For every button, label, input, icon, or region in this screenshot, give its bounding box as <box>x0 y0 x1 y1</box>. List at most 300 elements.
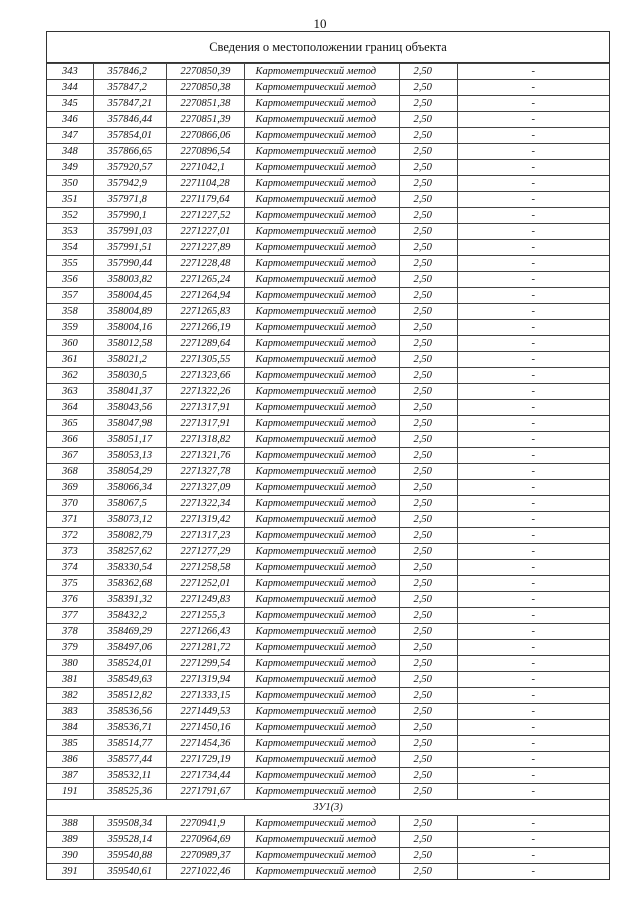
table-row <box>47 320 609 336</box>
point-number-cell: 386 <box>47 752 93 768</box>
coord-y-cell: 2271322,26 <box>166 384 244 400</box>
coord-x-cell: 358532,11 <box>93 768 166 784</box>
table-row <box>47 96 609 112</box>
precision-cell: 2,50 <box>399 336 457 352</box>
precision-cell: 2,50 <box>399 688 457 704</box>
description-cell: - <box>457 448 609 464</box>
point-number-cell: 391 <box>47 864 93 880</box>
coord-y-cell: 2271319,94 <box>166 672 244 688</box>
method-cell: Картометрический метод <box>244 256 399 272</box>
coord-y-cell: 2271317,91 <box>166 400 244 416</box>
method-cell: Картометрический метод <box>244 608 399 624</box>
table-row <box>47 640 609 656</box>
precision-cell: 2,50 <box>399 864 457 880</box>
precision-cell: 2,50 <box>399 160 457 176</box>
point-number-cell: 350 <box>47 176 93 192</box>
method-cell: Картометрический метод <box>244 592 399 608</box>
precision-cell: 2,50 <box>399 64 457 80</box>
precision-cell: 2,50 <box>399 256 457 272</box>
precision-cell: 2,50 <box>399 240 457 256</box>
coord-x-cell: 358003,82 <box>93 272 166 288</box>
description-cell: - <box>457 96 609 112</box>
method-cell: Картометрический метод <box>244 448 399 464</box>
method-cell: Картометрический метод <box>244 816 399 832</box>
precision-cell: 2,50 <box>399 432 457 448</box>
coord-x-cell: 358391,32 <box>93 592 166 608</box>
precision-cell: 2,50 <box>399 112 457 128</box>
table-row <box>47 544 609 560</box>
description-cell: - <box>457 384 609 400</box>
table-row <box>47 496 609 512</box>
description-cell: - <box>457 176 609 192</box>
table-row <box>47 464 609 480</box>
coord-x-cell: 357866,65 <box>93 144 166 160</box>
method-cell: Картометрический метод <box>244 208 399 224</box>
table-row <box>47 752 609 768</box>
description-cell: - <box>457 544 609 560</box>
coord-x-cell: 358082,79 <box>93 528 166 544</box>
point-number-cell: 348 <box>47 144 93 160</box>
description-cell: - <box>457 496 609 512</box>
table-row <box>47 432 609 448</box>
coord-x-cell: 357990,44 <box>93 256 166 272</box>
precision-cell: 2,50 <box>399 368 457 384</box>
coord-x-cell: 358004,45 <box>93 288 166 304</box>
description-cell: - <box>457 480 609 496</box>
table-row <box>47 528 609 544</box>
coord-y-cell: 2271266,19 <box>166 320 244 336</box>
coord-x-cell: 357942,9 <box>93 176 166 192</box>
table-row <box>47 208 609 224</box>
coord-y-cell: 2271042,1 <box>166 160 244 176</box>
precision-cell: 2,50 <box>399 848 457 864</box>
description-cell: - <box>457 352 609 368</box>
coord-y-cell: 2271317,91 <box>166 416 244 432</box>
point-number-cell: 191 <box>47 784 93 800</box>
method-cell: Картометрический метод <box>244 336 399 352</box>
description-cell: - <box>457 304 609 320</box>
section-label: ЗУ1(3) <box>47 800 609 816</box>
point-number-cell: 370 <box>47 496 93 512</box>
table-row <box>47 352 609 368</box>
point-number-cell: 361 <box>47 352 93 368</box>
point-number-cell: 343 <box>47 64 93 80</box>
coord-x-cell: 358043,56 <box>93 400 166 416</box>
coord-y-cell: 2270941,9 <box>166 816 244 832</box>
coord-x-cell: 358469,29 <box>93 624 166 640</box>
point-number-cell: 353 <box>47 224 93 240</box>
method-cell: Картометрический метод <box>244 544 399 560</box>
coord-y-cell: 2271265,24 <box>166 272 244 288</box>
coord-x-cell: 357846,44 <box>93 112 166 128</box>
precision-cell: 2,50 <box>399 224 457 240</box>
method-cell: Картометрический метод <box>244 720 399 736</box>
coord-x-cell: 357847,2 <box>93 80 166 96</box>
point-number-cell: 387 <box>47 768 93 784</box>
coord-y-cell: 2270850,38 <box>166 80 244 96</box>
point-number-cell: 388 <box>47 816 93 832</box>
point-number-cell: 372 <box>47 528 93 544</box>
method-cell: Картометрический метод <box>244 496 399 512</box>
table-row <box>47 848 609 864</box>
coord-x-cell: 358004,89 <box>93 304 166 320</box>
table-row <box>47 416 609 432</box>
coord-x-cell: 359540,61 <box>93 864 166 880</box>
precision-cell: 2,50 <box>399 560 457 576</box>
table-row <box>47 224 609 240</box>
coord-y-cell: 2271299,54 <box>166 656 244 672</box>
coord-y-cell: 2271255,3 <box>166 608 244 624</box>
description-cell: - <box>457 192 609 208</box>
description-cell: - <box>457 832 609 848</box>
precision-cell: 2,50 <box>399 512 457 528</box>
coord-y-cell: 2271318,82 <box>166 432 244 448</box>
point-number-cell: 380 <box>47 656 93 672</box>
description-cell: - <box>457 592 609 608</box>
table-row <box>47 560 609 576</box>
point-number-cell: 363 <box>47 384 93 400</box>
precision-cell: 2,50 <box>399 784 457 800</box>
description-cell: - <box>457 272 609 288</box>
coord-x-cell: 358066,34 <box>93 480 166 496</box>
table-row <box>47 608 609 624</box>
point-number-cell: 345 <box>47 96 93 112</box>
table-row <box>47 272 609 288</box>
coord-x-cell: 358021,2 <box>93 352 166 368</box>
coord-x-cell: 358073,12 <box>93 512 166 528</box>
coord-x-cell: 358525,36 <box>93 784 166 800</box>
precision-cell: 2,50 <box>399 736 457 752</box>
coord-x-cell: 358432,2 <box>93 608 166 624</box>
coordinates-table <box>47 63 609 879</box>
precision-cell: 2,50 <box>399 320 457 336</box>
coord-x-cell: 357971,8 <box>93 192 166 208</box>
method-cell: Картометрический метод <box>244 528 399 544</box>
point-number-cell: 389 <box>47 832 93 848</box>
table-row <box>47 112 609 128</box>
point-number-cell: 366 <box>47 432 93 448</box>
table-row <box>47 512 609 528</box>
method-cell: Картометрический метод <box>244 752 399 768</box>
point-number-cell: 352 <box>47 208 93 224</box>
point-number-cell: 383 <box>47 704 93 720</box>
table-row <box>47 384 609 400</box>
description-cell: - <box>457 128 609 144</box>
precision-cell: 2,50 <box>399 192 457 208</box>
coord-y-cell: 2270896,54 <box>166 144 244 160</box>
description-cell: - <box>457 576 609 592</box>
method-cell: Картометрический метод <box>244 288 399 304</box>
precision-cell: 2,50 <box>399 544 457 560</box>
point-number-cell: 351 <box>47 192 93 208</box>
method-cell: Картометрический метод <box>244 112 399 128</box>
precision-cell: 2,50 <box>399 176 457 192</box>
coord-y-cell: 2271791,67 <box>166 784 244 800</box>
coord-y-cell: 2271327,78 <box>166 464 244 480</box>
coord-y-cell: 2271289,64 <box>166 336 244 352</box>
point-number-cell: 385 <box>47 736 93 752</box>
table-row <box>47 480 609 496</box>
method-cell: Картометрический метод <box>244 512 399 528</box>
coord-x-cell: 357854,01 <box>93 128 166 144</box>
method-cell: Картометрический метод <box>244 464 399 480</box>
coord-x-cell: 358536,56 <box>93 704 166 720</box>
method-cell: Картометрический метод <box>244 784 399 800</box>
method-cell: Картометрический метод <box>244 128 399 144</box>
method-cell: Картометрический метод <box>244 144 399 160</box>
table-row <box>47 768 609 784</box>
precision-cell: 2,50 <box>399 768 457 784</box>
point-number-cell: 378 <box>47 624 93 640</box>
precision-cell: 2,50 <box>399 592 457 608</box>
coord-x-cell: 359540,88 <box>93 848 166 864</box>
point-number-cell: 384 <box>47 720 93 736</box>
coord-y-cell: 2271227,52 <box>166 208 244 224</box>
table-row <box>47 80 609 96</box>
method-cell: Картометрический метод <box>244 384 399 400</box>
table-row <box>47 688 609 704</box>
method-cell: Картометрический метод <box>244 704 399 720</box>
description-cell: - <box>457 608 609 624</box>
description-cell: - <box>457 256 609 272</box>
table-row <box>47 704 609 720</box>
method-cell: Картометрический метод <box>244 832 399 848</box>
precision-cell: 2,50 <box>399 128 457 144</box>
method-cell: Картометрический метод <box>244 432 399 448</box>
coord-y-cell: 2271454,36 <box>166 736 244 752</box>
point-number-cell: 354 <box>47 240 93 256</box>
description-cell: - <box>457 64 609 80</box>
description-cell: - <box>457 864 609 880</box>
coord-y-cell: 2270964,69 <box>166 832 244 848</box>
description-cell: - <box>457 240 609 256</box>
table-row <box>47 144 609 160</box>
method-cell: Картометрический метод <box>244 768 399 784</box>
precision-cell: 2,50 <box>399 496 457 512</box>
coord-y-cell: 2271227,89 <box>166 240 244 256</box>
description-cell: - <box>457 784 609 800</box>
method-cell: Картометрический метод <box>244 736 399 752</box>
precision-cell: 2,50 <box>399 720 457 736</box>
precision-cell: 2,50 <box>399 704 457 720</box>
description-cell: - <box>457 464 609 480</box>
table-row <box>47 400 609 416</box>
precision-cell: 2,50 <box>399 352 457 368</box>
table-row <box>47 192 609 208</box>
point-number-cell: 358 <box>47 304 93 320</box>
description-cell: - <box>457 656 609 672</box>
description-cell: - <box>457 736 609 752</box>
description-cell: - <box>457 672 609 688</box>
method-cell: Картометрический метод <box>244 672 399 688</box>
coord-x-cell: 358577,44 <box>93 752 166 768</box>
precision-cell: 2,50 <box>399 816 457 832</box>
sheet-title: Сведения о местоположении границ объекта <box>47 32 609 63</box>
coord-y-cell: 2271277,29 <box>166 544 244 560</box>
coord-x-cell: 357991,51 <box>93 240 166 256</box>
table-row <box>47 304 609 320</box>
point-number-cell: 357 <box>47 288 93 304</box>
method-cell: Картометрический метод <box>244 640 399 656</box>
point-number-cell: 365 <box>47 416 93 432</box>
point-number-cell: 368 <box>47 464 93 480</box>
coord-y-cell: 2270851,39 <box>166 112 244 128</box>
coordinates-table-body <box>47 64 609 880</box>
description-cell: - <box>457 336 609 352</box>
point-number-cell: 356 <box>47 272 93 288</box>
table-row <box>47 656 609 672</box>
point-number-cell: 367 <box>47 448 93 464</box>
coord-x-cell: 359508,34 <box>93 816 166 832</box>
point-number-cell: 377 <box>47 608 93 624</box>
point-number-cell: 390 <box>47 848 93 864</box>
method-cell: Картометрический метод <box>244 304 399 320</box>
coord-x-cell: 358330,54 <box>93 560 166 576</box>
coord-y-cell: 2270866,06 <box>166 128 244 144</box>
coord-y-cell: 2271449,53 <box>166 704 244 720</box>
description-cell: - <box>457 528 609 544</box>
description-cell: - <box>457 640 609 656</box>
method-cell: Картометрический метод <box>244 96 399 112</box>
coord-y-cell: 2271729,19 <box>166 752 244 768</box>
table-row <box>47 64 609 80</box>
coord-y-cell: 2271322,34 <box>166 496 244 512</box>
point-number-cell: 374 <box>47 560 93 576</box>
point-number-cell: 359 <box>47 320 93 336</box>
section-row <box>47 800 609 816</box>
precision-cell: 2,50 <box>399 608 457 624</box>
table-row <box>47 576 609 592</box>
coord-y-cell: 2271450,16 <box>166 720 244 736</box>
coord-y-cell: 2271228,48 <box>166 256 244 272</box>
description-cell: - <box>457 400 609 416</box>
table-row <box>47 624 609 640</box>
coord-x-cell: 357847,21 <box>93 96 166 112</box>
coord-y-cell: 2271104,28 <box>166 176 244 192</box>
point-number-cell: 347 <box>47 128 93 144</box>
coord-x-cell: 357990,1 <box>93 208 166 224</box>
coord-x-cell: 358051,17 <box>93 432 166 448</box>
table-row <box>47 864 609 880</box>
coord-y-cell: 2271734,44 <box>166 768 244 784</box>
precision-cell: 2,50 <box>399 288 457 304</box>
coord-x-cell: 358053,13 <box>93 448 166 464</box>
coord-x-cell: 358512,82 <box>93 688 166 704</box>
method-cell: Картометрический метод <box>244 224 399 240</box>
precision-cell: 2,50 <box>399 640 457 656</box>
coord-y-cell: 2271252,01 <box>166 576 244 592</box>
description-cell: - <box>457 144 609 160</box>
method-cell: Картометрический метод <box>244 576 399 592</box>
point-number-cell: 349 <box>47 160 93 176</box>
description-cell: - <box>457 848 609 864</box>
coord-y-cell: 2271022,46 <box>166 864 244 880</box>
table-row <box>47 784 609 800</box>
coord-x-cell: 358497,06 <box>93 640 166 656</box>
table-row <box>47 256 609 272</box>
method-cell: Картометрический метод <box>244 416 399 432</box>
method-cell: Картометрический метод <box>244 400 399 416</box>
description-cell: - <box>457 704 609 720</box>
precision-cell: 2,50 <box>399 832 457 848</box>
description-cell: - <box>457 112 609 128</box>
precision-cell: 2,50 <box>399 656 457 672</box>
table-row <box>47 832 609 848</box>
method-cell: Картометрический метод <box>244 864 399 880</box>
point-number-cell: 375 <box>47 576 93 592</box>
coord-y-cell: 2271323,66 <box>166 368 244 384</box>
point-number-cell: 373 <box>47 544 93 560</box>
coord-y-cell: 2271333,15 <box>166 688 244 704</box>
coord-x-cell: 358549,63 <box>93 672 166 688</box>
coord-y-cell: 2270989,37 <box>166 848 244 864</box>
coord-y-cell: 2271258,58 <box>166 560 244 576</box>
description-cell: - <box>457 208 609 224</box>
coord-x-cell: 357920,57 <box>93 160 166 176</box>
method-cell: Картометрический метод <box>244 560 399 576</box>
table-row <box>47 592 609 608</box>
coord-x-cell: 358524,01 <box>93 656 166 672</box>
description-cell: - <box>457 160 609 176</box>
coord-y-cell: 2271179,64 <box>166 192 244 208</box>
point-number-cell: 382 <box>47 688 93 704</box>
method-cell: Картометрический метод <box>244 240 399 256</box>
precision-cell: 2,50 <box>399 448 457 464</box>
method-cell: Картометрический метод <box>244 160 399 176</box>
table-row <box>47 448 609 464</box>
method-cell: Картометрический метод <box>244 176 399 192</box>
precision-cell: 2,50 <box>399 400 457 416</box>
boundary-sheet <box>46 31 610 880</box>
method-cell: Картометрический метод <box>244 656 399 672</box>
description-cell: - <box>457 432 609 448</box>
description-cell: - <box>457 752 609 768</box>
method-cell: Картометрический метод <box>244 272 399 288</box>
table-row <box>47 720 609 736</box>
description-cell: - <box>457 768 609 784</box>
coord-y-cell: 2271281,72 <box>166 640 244 656</box>
coord-y-cell: 2271321,76 <box>166 448 244 464</box>
coord-x-cell: 358514,77 <box>93 736 166 752</box>
description-cell: - <box>457 224 609 240</box>
table-row <box>47 240 609 256</box>
coord-y-cell: 2271305,55 <box>166 352 244 368</box>
method-cell: Картометрический метод <box>244 192 399 208</box>
table-row <box>47 816 609 832</box>
point-number-cell: 362 <box>47 368 93 384</box>
point-number-cell: 381 <box>47 672 93 688</box>
precision-cell: 2,50 <box>399 144 457 160</box>
point-number-cell: 371 <box>47 512 93 528</box>
table-row <box>47 176 609 192</box>
table-row <box>47 160 609 176</box>
coord-x-cell: 358362,68 <box>93 576 166 592</box>
precision-cell: 2,50 <box>399 624 457 640</box>
description-cell: - <box>457 624 609 640</box>
coord-y-cell: 2271327,09 <box>166 480 244 496</box>
precision-cell: 2,50 <box>399 464 457 480</box>
precision-cell: 2,50 <box>399 208 457 224</box>
point-number-cell: 376 <box>47 592 93 608</box>
coord-y-cell: 2271319,42 <box>166 512 244 528</box>
method-cell: Картометрический метод <box>244 352 399 368</box>
description-cell: - <box>457 816 609 832</box>
table-row <box>47 736 609 752</box>
coord-y-cell: 2270851,38 <box>166 96 244 112</box>
coord-x-cell: 358030,5 <box>93 368 166 384</box>
description-cell: - <box>457 320 609 336</box>
precision-cell: 2,50 <box>399 416 457 432</box>
